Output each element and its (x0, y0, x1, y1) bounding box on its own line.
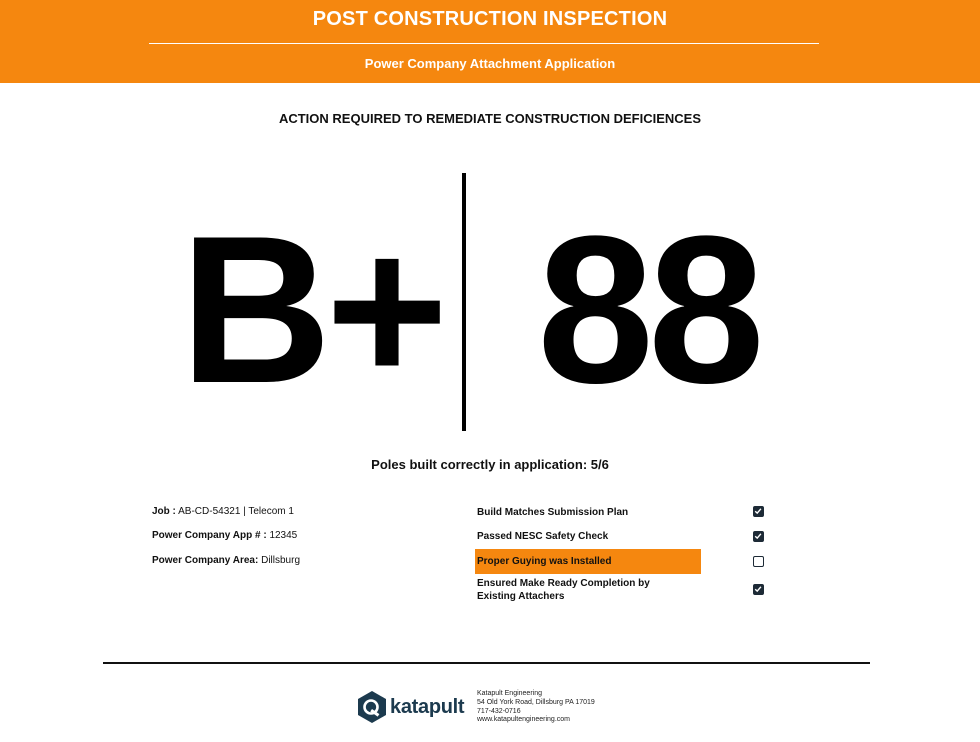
poles-summary: Poles built correctly in application: 5/6 (371, 457, 609, 472)
katapult-logo-text: katapult (390, 696, 465, 718)
job-label: Job : (152, 506, 176, 517)
score-value: 88 (537, 192, 759, 427)
checkbox-make-ready[interactable] (753, 584, 764, 595)
katapult-logo-icon (358, 691, 386, 723)
job-value: AB-CD-54321 | Telecom 1 (178, 506, 294, 517)
checkmark-icon (754, 507, 762, 515)
grade-score-divider (462, 173, 466, 431)
company-website[interactable]: www.katapultengineering.com (477, 716, 570, 724)
check-label-guying: Proper Guying was Installed (477, 556, 612, 567)
checkmark-icon (754, 532, 762, 540)
grade-value: B+ (180, 192, 443, 427)
checkmark-icon (754, 585, 762, 593)
company-name: Katapult Engineering (477, 690, 542, 697)
checkbox-guying[interactable] (753, 556, 764, 567)
checkbox-build-plan[interactable] (753, 506, 764, 517)
page-title: POST CONSTRUCTION INSPECTION (312, 8, 668, 30)
check-label-build-plan: Build Matches Submission Plan (477, 507, 629, 518)
company-contact (477, 690, 595, 725)
check-label-nesc: Passed NESC Safety Check (477, 531, 609, 542)
company-address: 54 Old York Road, Dillsburg PA 17019 (477, 698, 595, 706)
footer-divider (103, 662, 870, 664)
area-label: Power Company Area: (152, 555, 259, 566)
header-divider (149, 43, 819, 44)
header-banner (0, 0, 980, 83)
app-number-label: Power Company App # : (152, 530, 267, 541)
area-value: Dillsburg (261, 555, 301, 566)
action-required-text: ACTION REQUIRED TO REMEDIATE CONSTRUCTION DEFICIENCES (278, 111, 702, 126)
app-number-info (152, 530, 297, 541)
job-info (152, 506, 294, 517)
page-subtitle: Power Company Attachment Application (364, 56, 616, 71)
app-number-value: 12345 (269, 530, 298, 541)
company-phone: 717-432-0716 (477, 707, 521, 715)
checkbox-nesc[interactable] (753, 531, 764, 542)
area-info (152, 555, 300, 566)
check-label-make-ready: Ensured Make Ready Completion by Existing Attachers (477, 578, 650, 602)
